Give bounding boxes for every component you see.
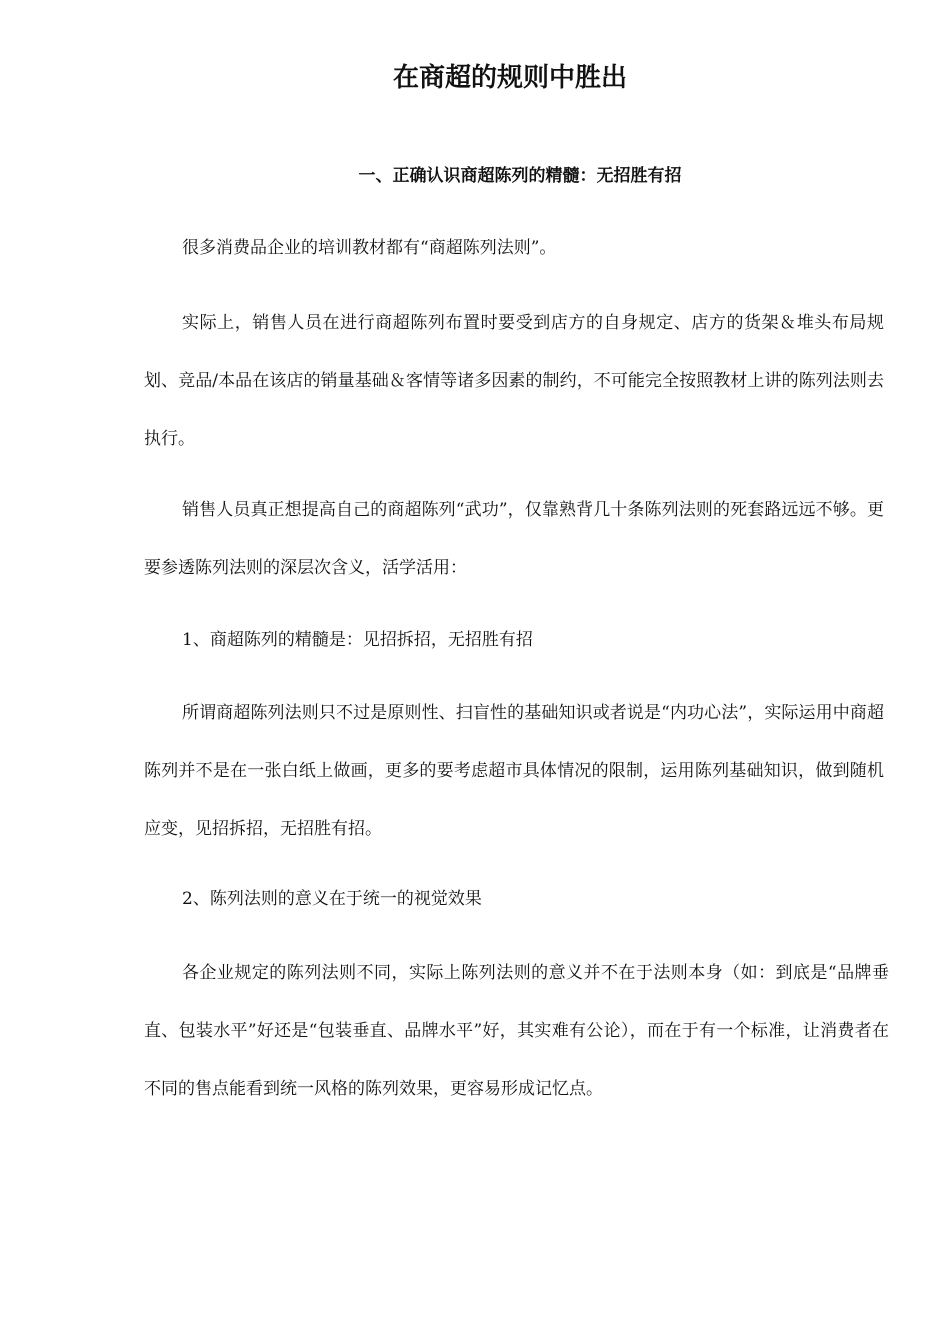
section-heading: 一、正确认识商超陈列的精髓：无招胜有招 [358, 166, 682, 186]
paragraph-constraints: 实际上，销售人员在进行商超陈列布置时要受到店方的自身规定、店方的货架＆堆头布局规划、竞品/本品在该店的销量基础＆客情等诸多因素的制约，不可能完全按照教材上讲的陈列法则去执行。 [144, 313, 884, 449]
paragraph-kungfu: 销售人员真正想提高自己的商超陈列“武功”，仅靠熟背几十条陈列法则的死套路远远不够。更要参透陈列法则的深层次含义，活学活用： [144, 500, 884, 578]
paragraph-point-2: 各企业规定的陈列法则不同，实际上陈列法则的意义并不在于法则本身（如：到底是“品牌垂直、包装水平”好还是“包装垂直、品牌水平”好，其实难有公论），而在于有一个标准，让消费者在不同的售点能看到统一风格的陈列效果，更容易形成记忆点。 [144, 963, 889, 1099]
paragraph-point-1: 所谓商超陈列法则只不过是原则性、扫盲性的基础知识或者说是“内功心法”，实际运用中商超陈列并不是在一张白纸上做画，更多的要考虑超市具体情况的限制，运用陈列基础知识，做到随机应变，见招拆招，无招胜有招。 [144, 703, 884, 839]
point-2-heading: 2、陈列法则的意义在于统一的视觉效果 [182, 889, 482, 909]
paragraph-intro: 很多消费品企业的培训教材都有“商超陈列法则”。 [182, 238, 557, 258]
document-title: 在商超的规则中胜出 [392, 63, 627, 93]
point-1-heading: 1、商超陈列的精髓是：见招拆招，无招胜有招 [182, 630, 533, 650]
